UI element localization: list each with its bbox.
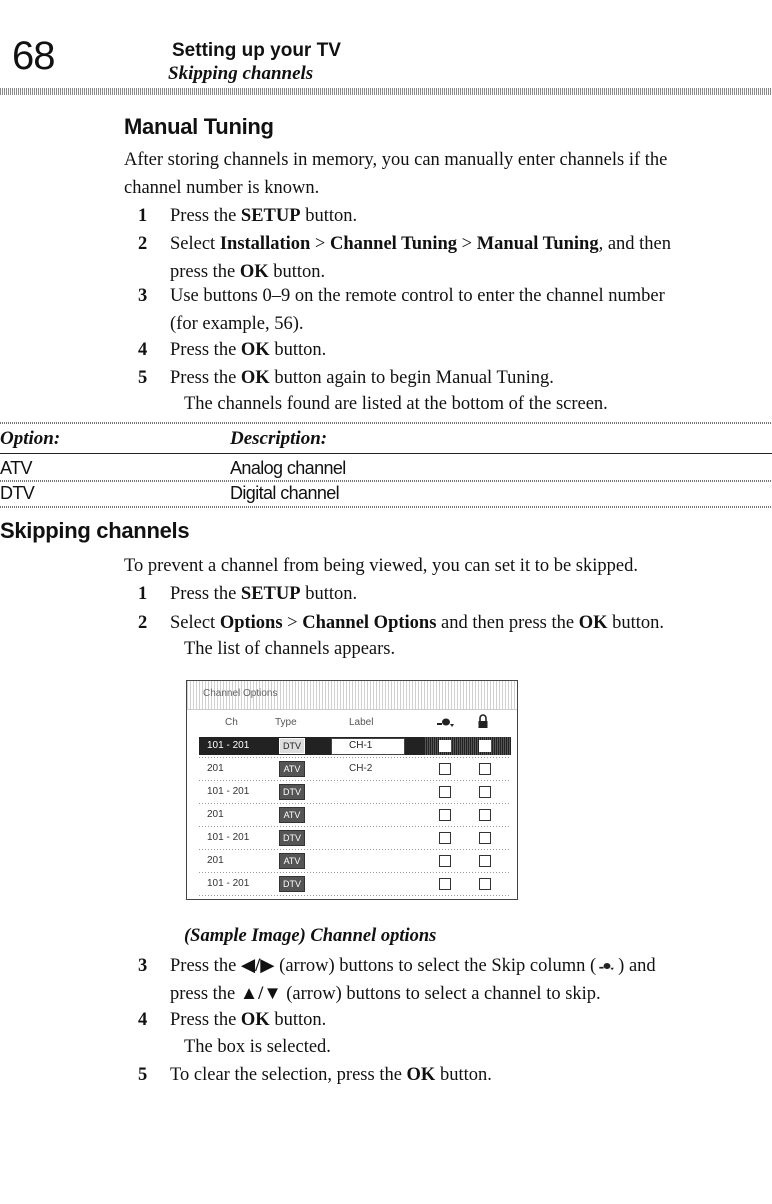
channel-options-screenshot (186, 680, 518, 900)
row-separator (199, 757, 511, 758)
manual-tuning-intro-2: channel number is known. (124, 178, 320, 198)
sk-step-1: 1 Press the SETUP button. (138, 584, 358, 604)
channel-number: 201 (207, 855, 224, 866)
lock-checkbox[interactable] (479, 809, 491, 821)
col-header-ch: Ch (225, 717, 238, 728)
row-separator (199, 872, 511, 873)
skip-checkbox[interactable] (439, 740, 451, 752)
channel-row[interactable] (199, 783, 511, 801)
skip-checkbox[interactable] (439, 809, 451, 821)
mt-step-5: 5 Press the OK button again to begin Manual Tuning. (138, 368, 554, 388)
screenshot-caption: (Sample Image) Channel options (184, 926, 437, 946)
skip-checkbox[interactable] (439, 832, 451, 844)
row-separator (199, 803, 511, 804)
channel-label: CH-1 (349, 740, 373, 751)
channel-type-badge: DTV (279, 876, 305, 892)
channel-number: 101 - 201 (207, 786, 250, 797)
lock-icon (477, 714, 489, 729)
channel-row[interactable] (199, 737, 511, 755)
skip-icon (596, 960, 618, 972)
manual-tuning-intro-1: After storing channels in memory, you can manually enter channels if the (124, 150, 668, 170)
table-row-option: ATV (0, 458, 32, 478)
skipping-intro: To prevent a channel from being viewed, you can set it to be skipped. (124, 556, 638, 576)
mt-step-1: 1 Press the SETUP button. (138, 206, 358, 226)
selection-highlight (425, 737, 511, 755)
col-header-type: Type (275, 717, 297, 728)
skip-checkbox[interactable] (439, 855, 451, 867)
channel-type-badge: ATV (279, 807, 305, 823)
channel-number: 201 (207, 809, 224, 820)
sk-step-2-result: The list of channels appears. (184, 639, 396, 659)
channel-type-badge: DTV (279, 738, 305, 754)
channel-type-badge: ATV (279, 761, 305, 777)
table-top-rule (0, 422, 772, 424)
channel-label: CH-2 (349, 763, 373, 774)
table-row-rule (0, 480, 772, 482)
mt-step-2: 2 Select Installation > Channel Tuning > Manual Tuning, and then press the OK button. (138, 234, 672, 282)
page-number: 68 (12, 34, 55, 78)
manual-tuning-heading: Manual Tuning (124, 114, 274, 139)
table-row-description: Digital channel (230, 483, 340, 503)
skip-checkbox[interactable] (439, 878, 451, 890)
skip-icon (435, 715, 457, 729)
channel-row[interactable] (199, 875, 511, 893)
channel-number: 101 - 201 (207, 832, 250, 843)
mt-step-3: 3 Use buttons 0–9 on the remote control to enter the channel number (for example, 56). (138, 286, 665, 334)
lock-checkbox[interactable] (479, 740, 491, 752)
header-rule (0, 88, 772, 95)
channel-type-badge: ATV (279, 853, 305, 869)
row-separator (199, 826, 511, 827)
lock-checkbox[interactable] (479, 878, 491, 890)
table-header-rule (0, 453, 772, 454)
sk-step-4: 4 Press the OK button. (138, 1010, 327, 1030)
table-row-description: Analog channel (230, 458, 346, 478)
lock-checkbox[interactable] (479, 786, 491, 798)
channel-row[interactable] (199, 806, 511, 824)
screenshot-title-bar (187, 681, 517, 710)
lock-checkbox[interactable] (479, 832, 491, 844)
skip-checkbox[interactable] (439, 786, 451, 798)
table-header-option: Option: (0, 428, 61, 449)
channel-number: 201 (207, 763, 224, 774)
channel-row[interactable] (199, 829, 511, 847)
channel-type-badge: DTV (279, 784, 305, 800)
table-header-description: Description: (230, 428, 328, 449)
channel-row[interactable] (199, 852, 511, 870)
subsection-title: Skipping channels (168, 63, 314, 84)
channel-number: 101 - 201 (207, 740, 250, 751)
row-separator (199, 849, 511, 850)
skipping-heading: Skipping channels (0, 518, 190, 543)
table-row-option: DTV (0, 483, 35, 503)
row-separator (199, 780, 511, 781)
sk-step-2: 2 Select Options > Channel Options and then press the OK button. (138, 613, 665, 633)
mt-step-4: 4 Press the OK button. (138, 340, 327, 360)
sk-step-4-result: The box is selected. (184, 1037, 331, 1057)
channel-row[interactable] (199, 760, 511, 778)
channel-type-badge: DTV (279, 830, 305, 846)
screenshot-title: Channel Options (203, 688, 278, 699)
skip-checkbox[interactable] (439, 763, 451, 775)
row-separator (199, 895, 511, 896)
channel-number: 101 - 201 (207, 878, 250, 889)
sk-step-3: 3 Press the ◀/▶ (arrow) buttons to select the Skip column ( ) and press the ▲/▼ (arrow) buttons to select a channel to skip. (138, 956, 656, 1004)
lock-checkbox[interactable] (479, 855, 491, 867)
lock-checkbox[interactable] (479, 763, 491, 775)
col-header-label: Label (349, 717, 374, 728)
section-title: Setting up your TV (172, 40, 341, 61)
table-bottom-rule (0, 506, 772, 508)
mt-step-5-result: The channels found are listed at the bottom of the screen. (184, 394, 608, 414)
sk-step-5: 5 To clear the selection, press the OK button. (138, 1065, 492, 1085)
